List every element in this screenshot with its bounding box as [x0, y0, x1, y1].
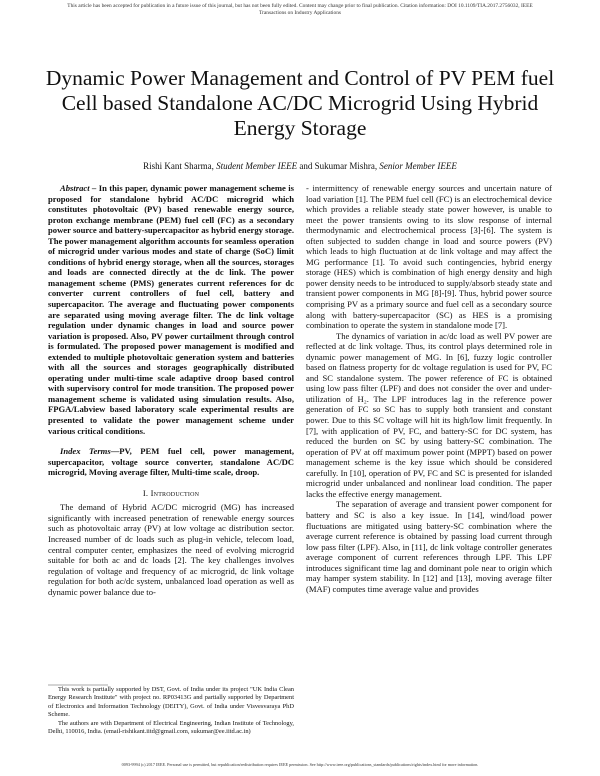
journal-header-line1: This article has been accepted for publication in a future issue of this journal, but has not been fully edited. Content may change prior to final publication. Citation information: DOI 10.1109/TIA.2017.2756032, IEEE — [67, 3, 533, 9]
journal-header-line2: Transactions on Industry Applications — [258, 10, 341, 16]
copyright-footer: 0093-9994 (c) 2017 IEEE. Personal use is permitted, but republication/redistribution requires IEEE permission. See http://www.ieee.org/publications_standards/publications/rights/index.html for more information. — [121, 762, 479, 767]
section-title: Introduction — [150, 487, 200, 498]
footnote — [48, 686, 294, 736]
section-heading — [48, 488, 294, 499]
footnote-funding: This work is partially supported by DST, Govt. of India under its project "UK India Clean Energy Research Institute" with project no. RP03413G and partially supported by Department of Electronics and Information Technology (DEITY), Govt. of India under Visvesvaraya PhD Scheme. — [48, 686, 294, 719]
right-column — [306, 183, 552, 594]
index-terms — [48, 446, 294, 478]
index-terms-lead: Index Terms — [60, 446, 111, 457]
intro-paragraph: The demand of Hybrid AC/DC microgrid (MG) has increased significantly with increased penetration of renewable energy sources such as photovoltaic array (PV) at low voltage ac distribution sector. Increased number of dc loads such as plug-in vehicle, telecom load, central computer center, emphasizes the need of evolving microgrid suitable for both ac and dc loads [2]. The key challenges involves regulation of voltage and frequency of ac microgrid, dc link voltage regulation for both ac/dc system, unbalanced load operation as well as dynamic power balance due to- — [48, 502, 294, 597]
right-paragraph-2: The dynamics of variation in ac/dc load as well PV power are reflected at dc link voltage. Thus, its control plays determined role in dynamic power management of MG. In [6], fuzzy logic controller based on flatness property for dc voltage regulation is used for PV, FC and SC standalone system. The power reference of FC is obtained using low pass filter (LPF) and does not consider the over and under-utilization of H₂. The LPF introduces lag in the reference power generation of FC so SC has to supply both transient and constant power. Due to this SC voltage will hit its high/low limit frequently. In [7], with application of PV, FC, and battery-SC for DC system, has reduced the burden on SC by using battery-SC combination. The operation of PV at off maximum power point (MPPT) based on power management scheme is the key issue which should be considered carefully. In [10], operation of PV, FC and SC is presented for islanded microgrid under unbalanced and nonlinear load condition. The paper lacks the effective energy management. — [306, 330, 552, 499]
author-line — [40, 161, 560, 171]
author-name-2: and Sukumar Mishra, — [299, 161, 378, 171]
footnote-affiliation: The authors are with Department of Electrical Engineering, Indian Institute of Technology, Delhi, 110016, India. (email-rishikant.iitd@gmail.com, sukumar@ee.iitd.ac.in) — [48, 719, 294, 736]
right-paragraph-1: - intermittency of renewable energy sources and uncertain nature of load variation [1]. The PEM fuel cell (FC) is an electrochemical device which provides a reliable steady state power however, is unable to meet the power transients owing to its slow response of internal thermodynamic and electrochemical process [3]-[6]. The system is often subjected to sudden change in load and source powers (PV) which leads to high fluctuation at dc link voltage and may affect the MG performance [1]. To avoid such contingencies, hybrid energy storage (HES) which is combination of high energy density and high power density needs to be introduced to supply/absorb steady state and transient power components in MG [8]-[9]. Thus, hybrid power source comprising PV as a primary source and fuel cell as a secondary source along with battery-supercapacitor (SC) as HES is a promising combination to operate the system in standalone mode [7]. — [306, 183, 552, 331]
abstract-text: In this paper, dynamic power management scheme is proposed for standalone hybrid AC/DC microgrid which constitutes photovoltaic (PV) based renewable energy source, proton exchange membrane (PEM) fuel cell (FC) as a secondary power source and battery-supercapacitor as hybrid energy storage. The power management algorithm accounts for seamless operation of microgrid under various modes and state of charge (SoC) limit conditions of hybrid energy storage, when all the sources, storages and loads are connected directly at the dc link. The power management scheme (PMS) generates current references for dc converter current controllers of fuel cell, battery and supercapacitor. The average and fluctuating power components are separated using moving average filter. The dc link voltage regulation under dynamic changes in load and source power variation is proposed. Also, PV power curtailment through control is formulated. The proposed power management is modified and extended to multiple photovoltaic generation system and batteries with all the sources and storages geographically distributed operating under multi-time scale adaptive droop based control with supervisory control for mode transition. The proposed power management scheme is validated using simulation results. Also, FPGA/Labview based laboratory scale experimental results are presented to validate the power management scheme under various critical conditions. — [48, 183, 294, 436]
right-paragraph-3: The separation of average and transient power component for battery and SC is also a key issue. In [14], wind/load power fluctuations are mitigated using battery-SC combination where the average current reference is obtained by passing load current through low pass filter (LPF). Also, in [11], dc link voltage controller generates average component of current references through LPF. This LPF introduces significant time lag and dominant pole near to origin which may hamper system stability. In [12] and [13], moving average filter (MAF) computes time average value and provides — [306, 499, 552, 594]
abstract-lead: Abstract – — [60, 183, 97, 193]
author-name-1: Rishi Kant Sharma, — [143, 161, 214, 171]
paper-title: Dynamic Power Management and Control of PV PEM fuel Cell based Standalone AC/DC Microgrid Using Hybrid Energy Storage — [45, 66, 555, 140]
index-terms-text: —PV, PEM fuel cell, power management, supercapacitor, voltage source converter, standalone AC/DC microgrid, Moving average filter, Multi-time scale, droop. — [48, 446, 295, 478]
abstract — [48, 183, 294, 436]
author-role-2: Senior Member IEEE — [379, 161, 457, 171]
left-column — [48, 183, 294, 597]
author-role-1: Student Member IEEE — [216, 161, 298, 171]
journal-header — [0, 3, 600, 17]
section-numeral: I. — [142, 487, 149, 498]
